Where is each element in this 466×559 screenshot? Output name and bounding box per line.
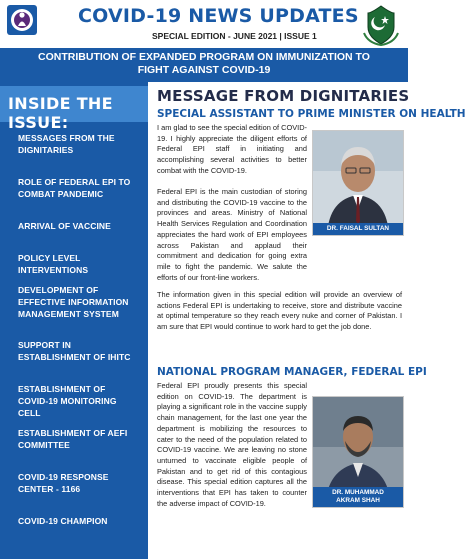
sidebar-item-role-federal-epi[interactable]: ROLE OF FEDERAL EPI TO COMBAT PANDEMIC [18, 177, 131, 199]
section1-paragraph-3: The information given in this special edition will provide an overview of actions Federal EPI is undertaking to receive, store and distribute vaccine at optimal temperature so they reach every nuke and corner of Pakistan. I am sure that EPI would continue to work hard to get the job done. [157, 290, 402, 332]
photo-caption-faisal: DR. FAISAL SULTAN [313, 223, 403, 235]
edition-info: SPECIAL EDITION - JUNE 2021 | ISSUE 1 [152, 31, 317, 41]
banner-line-1: CONTRIBUTION OF EXPANDED PROGRAM ON IMMUNIZATION TO [38, 51, 370, 63]
epi-logo-icon [6, 4, 38, 36]
sidebar-heading: INSIDE THE ISSUE: [8, 94, 113, 132]
section2-title: NATIONAL PROGRAM MANAGER, FEDERAL EPI [157, 366, 427, 378]
sidebar-item-aefi-committee[interactable]: ESTABLISHMENT OF AEFI COMMITTEE [18, 428, 128, 450]
photo-caption-akram-shah [313, 487, 403, 507]
section1-paragraph-1: I am glad to see the special edition of COVID-19. I highly appreciate the diligent efforts of Federal EPI staff in initiating and accomplishing several activities to better combat with the COVID-19. [157, 123, 307, 175]
section1-paragraph-2a: Federal EPI is the main custodian of storing and distributing the COVID-19 vaccine to the provinces and areas. Ministry of National Health Services Regulation and Coordination appreciates the hard work of EPI employees across Pakistan and applaud their commitment and dedication for going extra mile to fight the pandemic. We salute the efforts of our front-line workers. [157, 187, 307, 282]
banner-line-2: FIGHT AGAINST COVID-19 [137, 64, 271, 76]
state-emblem-icon [360, 3, 402, 47]
sidebar-item-policy[interactable]: POLICY LEVEL INTERVENTIONS [18, 253, 89, 275]
caption-line-2: AKRAM SHAH [336, 497, 380, 504]
newsletter-title: COVID-19 NEWS UPDATES [78, 5, 359, 27]
inside-issue-sidebar [0, 82, 148, 559]
section2-paragraph: Federal EPI proudly presents this special edition on COVID-19. The department is playing a significant role in the vaccine supply chain management, for the last one year the department is mobilizing the resources to cater to the need of the population related to COVID-19 vaccine. We are leaving no stone unturned to vaccinate eligible people of Pakistan and to get rid of this contagious disease. This special edition captures all the interventions that EPI has taken to counter the adverse impact of COVID-19. [157, 381, 307, 508]
section-heading: MESSAGE FROM DIGNITARIES [157, 87, 410, 105]
sidebar-item-information-system[interactable]: DEVELOPMENT OF EFFECTIVE INFORMATION MANAGEMENT SYSTEM [18, 285, 129, 319]
sidebar-item-ihitc[interactable]: SUPPORT IN ESTABLISHMENT OF IHITC [18, 340, 131, 362]
sidebar-item-arrival-vaccine[interactable]: ARRIVAL OF VACCINE [18, 221, 111, 231]
caption-line-1: DR. MUHAMMAD [332, 489, 384, 496]
sidebar-item-response-center[interactable]: COVID-19 RESPONSE CENTER - 1166 [18, 472, 109, 494]
sidebar-item-champion[interactable]: COVID-19 CHAMPION [18, 516, 108, 526]
photo-dr-muhammad-akram-shah [312, 396, 404, 508]
sidebar-heading-box [0, 86, 148, 132]
portrait-image [313, 131, 403, 235]
photo-dr-faisal-sultan [312, 130, 404, 236]
masthead [0, 0, 408, 48]
section1-title: SPECIAL ASSISTANT TO PRIME MINISTER ON HEALTH [157, 108, 466, 120]
sidebar-item-dignitaries[interactable]: MESSAGES FROM THE DIGNITARIES [18, 133, 115, 155]
sidebar-item-monitoring-cell[interactable]: ESTABLISHMENT OF COVID-19 MONITORING CELL [18, 384, 117, 418]
headline-banner [0, 48, 408, 82]
